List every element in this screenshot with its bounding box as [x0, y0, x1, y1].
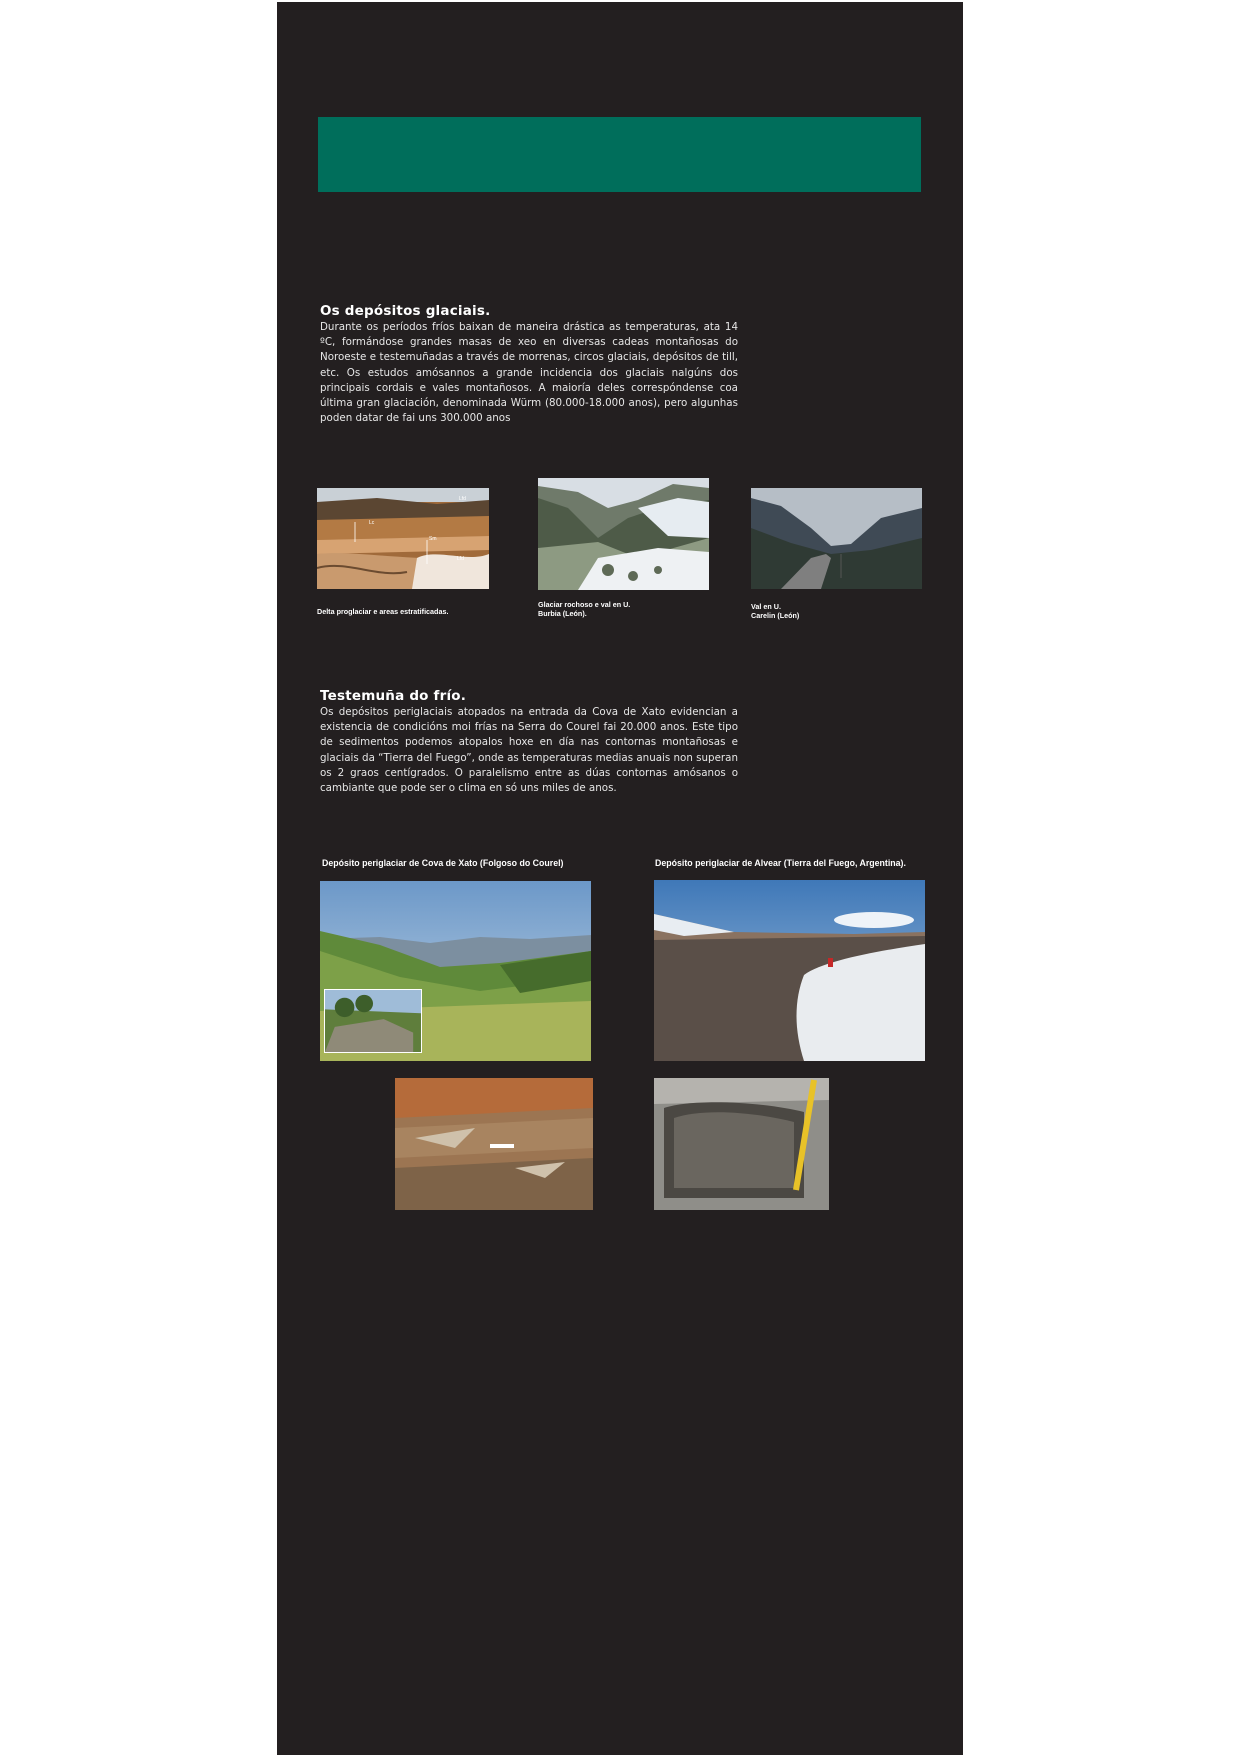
section-title-glacial: Os depósitos glaciais. — [320, 303, 491, 319]
photo-proglacial-delta — [317, 488, 489, 589]
poster-panel — [277, 2, 963, 1755]
section-title-cold: Testemuña do frío. — [320, 688, 467, 704]
caption-rock-glacier: Glaciar rochoso e val en U. Burbia (León). — [538, 600, 631, 618]
caption-proglacial-delta: Delta proglaciar e areas estratificadas. — [317, 607, 449, 616]
photo-label: Lc — [369, 520, 375, 526]
photo-label: Sm — [429, 536, 437, 542]
section-body-glacial: Durante os períodos fríos baixan de maneira drástica as temperaturas, ata 14 ºC, formándose grandes masas de xeo en diversas cadeas montañosas do Noroeste e testemuñadas a través de morrenas, circos glaciais, depósitos de till, etc. Os estudos amósannos a grande incidencia dos glaciais nalgúns dos principais cordais e vales montañosos. A maioría deles correspóndense coa última gran glaciación, denominada Würm (80.000-18.000 anos), pero algunhas poden datar de fai uns 300.000 anos — [320, 321, 738, 425]
photo-label: Lfd — [459, 496, 466, 502]
photo-cova-de-xato-landscape — [320, 881, 591, 1061]
inset-photo — [324, 989, 422, 1053]
caption-alvear: Depósito periglaciar de Alvear (Tierra del Fuego, Argentina). — [655, 858, 906, 868]
photo-alvear-landscape — [654, 880, 925, 1061]
photo-sediment-closeup-xato — [395, 1078, 593, 1210]
photo-rock-glacier — [538, 478, 709, 590]
photo-label: Lfd — [457, 556, 464, 562]
photo-u-valley — [751, 488, 922, 589]
section-body-cold: Os depósitos periglaciais atopados na entrada da Cova de Xato evidencian a existencia de condicións moi frías na Serra do Courel fai 20.000 anos. Este tipo de sedimentos podemos atopalos hoxe en día nas contornas montañosas e glaciais da “Tierra del Fuego”, onde as temperaturas medias anuais non superan os 2 graos centígrados. O paralelismo entre as dúas contornas amósanos o cambiante que pode ser o clima en só uns miles de anos. — [320, 706, 738, 795]
caption-cova-de-xato: Depósito periglaciar de Cova de Xato (Folgoso do Courel) — [322, 858, 564, 868]
caption-u-valley: Val en U. Carelin (León) — [751, 602, 800, 620]
photo-sediment-closeup-alvear — [654, 1078, 829, 1210]
title-banner — [318, 117, 921, 192]
